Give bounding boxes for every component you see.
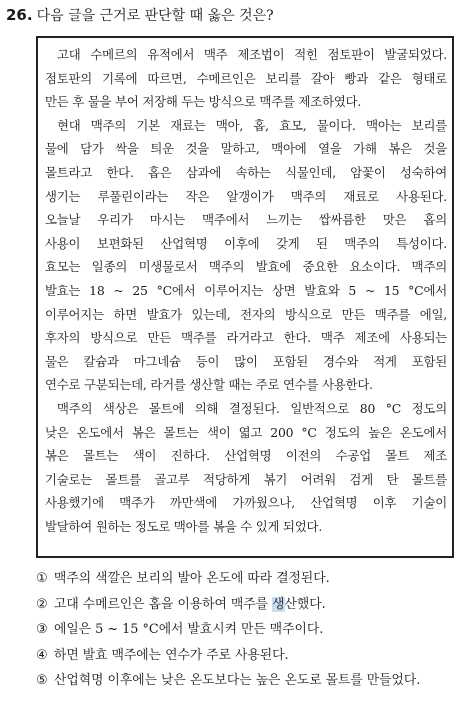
passage-line: 점토판의 기록에 따르면, 수메르인은 보리를 갈아 빵과 같은 형태로	[45, 70, 447, 86]
choice-text: 에일은 5 ~ 15 °C에서 발효시켜 만든 맥주이다.	[54, 622, 324, 638]
passage-line: 낮은 온도에서 볶은 몰트는 색이 엷고 200 °C 정도의 높은 온도에서	[45, 424, 447, 440]
passage-line: 만든 후 물을 부어 저장해 두는 방식으로 맥주를 제조하였다.	[45, 94, 362, 110]
passage-line: 이루어지는 하면 발효가 있는데, 전자의 방식으로 만든 맥주를 에일,	[45, 306, 447, 322]
choice-1[interactable]	[36, 566, 462, 592]
passage-line: 생기는 루풀린이라는 작은 알갱이가 맥주의 재료로 사용된다.	[45, 188, 447, 204]
passage-line: 맥주의 색상은 몰트에 의해 결정된다. 일반적으로 80 °C 정도의	[57, 400, 447, 416]
choice-5[interactable]	[36, 668, 462, 694]
choice-number: ①	[36, 571, 48, 586]
passage-line: 기술로는 몰트를 골고루 적당하게 볶기 어려워 검게 탄 몰트를	[45, 471, 447, 487]
question-stem	[6, 4, 464, 27]
passage-line: 발달하여 원하는 정도로 맥아를 볶을 수 있게 되었다.	[45, 518, 323, 534]
passage-box	[36, 36, 454, 558]
choice-number: ②	[36, 596, 48, 612]
passage-line: 물에 담가 싹을 틔운 것을 말하고, 맥아에 열을 가해 볶은 것을	[45, 141, 447, 157]
passage-line: 사용했기에 맥주가 까만색에 가까웠으나, 산업혁명 이후 기술이	[45, 495, 447, 511]
choice-text: 하면 발효 맥주에는 연수가 주로 사용된다.	[54, 647, 289, 663]
question-number: 26.	[6, 6, 33, 24]
passage-line: 볶은 몰트는 색이 진하다. 산업혁명 이전의 수공업 몰트 제조	[45, 448, 447, 464]
answer-choices	[36, 566, 462, 694]
choice-2[interactable]	[36, 592, 462, 618]
choice-text: 산했다.	[284, 596, 326, 612]
passage-line: 물은 칼슘과 마그네슘 등이 많이 포함된 경수와 적게 포함된	[45, 353, 447, 369]
passage-line: 사용이 보편화된 산업혁명 이후에 갖게 된 맥주의 특성이다.	[45, 235, 447, 251]
choice-4[interactable]	[36, 643, 462, 669]
passage-line: 고대 수메르의 유적에서 맥주 제조법이 적힌 점토판이 발굴되었다.	[57, 47, 447, 62]
passage-line: 후자의 방식으로 만든 맥주를 라거라고 한다. 맥주 제조에 사용되는	[45, 330, 447, 346]
text-selection-highlight: 생	[272, 596, 285, 612]
passage-line: 연수로 구분되는데, 라거를 생산할 때는 주로 연수를 사용한다.	[45, 377, 373, 393]
passage-line: 효모는 일종의 미생물로서 맥주의 발효에 중요한 요소이다. 맥주의	[45, 259, 447, 275]
choice-text: 산업혁명 이후에는 낮은 온도보다는 높은 온도로 몰트를 만들었다.	[54, 673, 421, 689]
choice-text: 맥주의 색깔은 보리의 발아 온도에 따라 결정된다.	[54, 571, 330, 586]
passage-line: 몰트라고 한다. 홉은 삼과에 속하는 식물인데, 암꽃이 성숙하여	[45, 164, 447, 180]
passage-line: 오늘날 우리가 마시는 맥주에서 느끼는 쌉싸름한 맛은 홉의	[45, 212, 447, 228]
choice-number: ④	[36, 647, 48, 663]
choice-text: 고대 수메르인은 홉을 이용하여 맥주를	[54, 596, 273, 612]
choice-number: ③	[36, 622, 48, 638]
passage-line: 발효는 18 ~ 25 °C에서 이루어지는 상면 발효와 5 ~ 15 °C에서	[45, 282, 447, 298]
choice-3[interactable]	[36, 617, 462, 643]
question-text: 다음 글을 근거로 판단할 때 옳은 것은?	[36, 8, 274, 24]
choice-number: ⑤	[36, 673, 48, 689]
passage-line: 현대 맥주의 기본 재료는 맥아, 홉, 효모, 물이다. 맥아는 보리를	[57, 117, 447, 133]
